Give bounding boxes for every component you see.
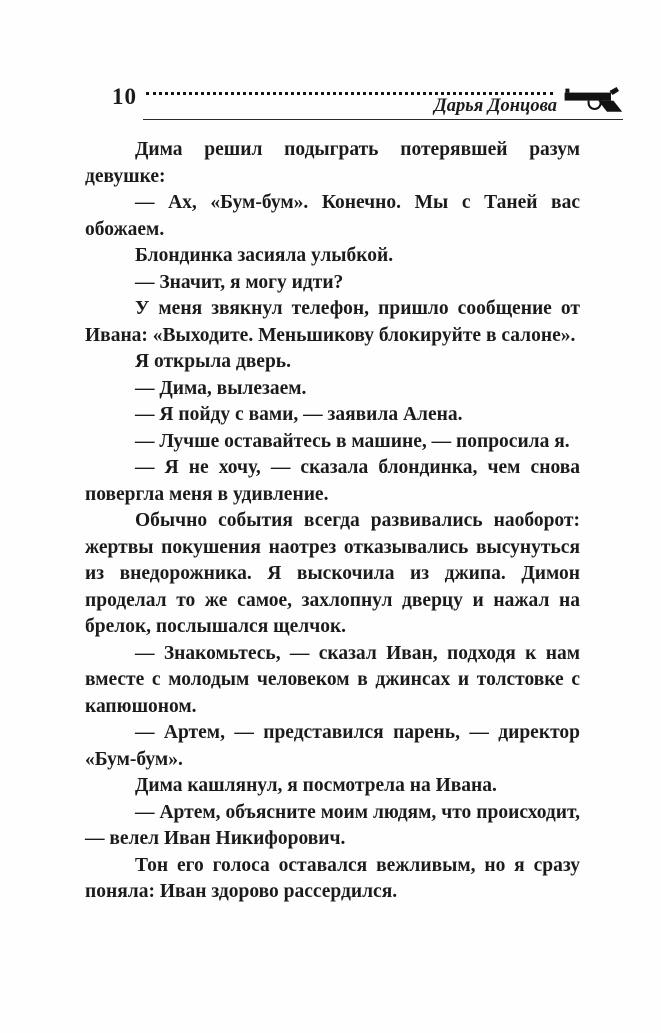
text-body: [85, 137, 580, 906]
paragraph: — Я пойду с вами, — заявила Алена.: [135, 404, 463, 425]
paragraph: — Артем, — представился парень, — директор «Бум-бум».: [85, 722, 580, 770]
paragraph: Дима решил подыграть потерявшей разум девушке:: [85, 139, 580, 187]
paragraph: — Лучше оставайтесь в машине, — попросила я.: [135, 430, 570, 452]
header-rule: [143, 119, 623, 120]
paragraph: — Артем, объясните моим людям, что происходит, — велел Иван Никифорович.: [85, 801, 580, 849]
paragraph: Блондинка засияла улыбкой.: [135, 245, 394, 266]
paragraph: Тон его голоса оставался вежливым, но я сразу поняла: Иван здорово рассердился.: [85, 854, 580, 902]
paragraph: — Я не хочу, — сказала блондинка, чем снова повергла меня в удивление.: [85, 457, 580, 505]
author-name: Дарья Донцова: [434, 96, 557, 116]
paragraph: — Дима, вылезаем.: [135, 377, 307, 399]
pistol-icon: [563, 84, 627, 114]
paragraph: — Значит, я могу идти?: [135, 271, 344, 293]
paragraph: У меня звякнул телефон, пришло сообщение от Ивана: «Выходите. Меньшикову блокируйте в салоне».: [85, 298, 580, 346]
paragraph: Обычно события всегда развивались наоборот: жертвы покушения наотрез отказывались высунуться из внедорожника. Я выскочила из джипа. Димон проделал то же самое, захлопнул дверцу и нажал на брелок, послышался щелчок.: [85, 510, 580, 637]
paragraph: — Ах, «Бум-бум». Конечно. Мы с Таней вас обожаем.: [85, 192, 580, 240]
paragraph: — Знакомьтесь, — сказал Иван, подходя к нам вместе с молодым человеком в джинсах и толстовке с капюшоном.: [85, 642, 580, 717]
page-number: 10: [112, 84, 137, 109]
header-dotted-leader: [146, 92, 553, 95]
paragraph: Я открыла дверь.: [135, 351, 291, 372]
paragraph: Дима кашлянул, я посмотрела на Ивана.: [135, 775, 497, 796]
